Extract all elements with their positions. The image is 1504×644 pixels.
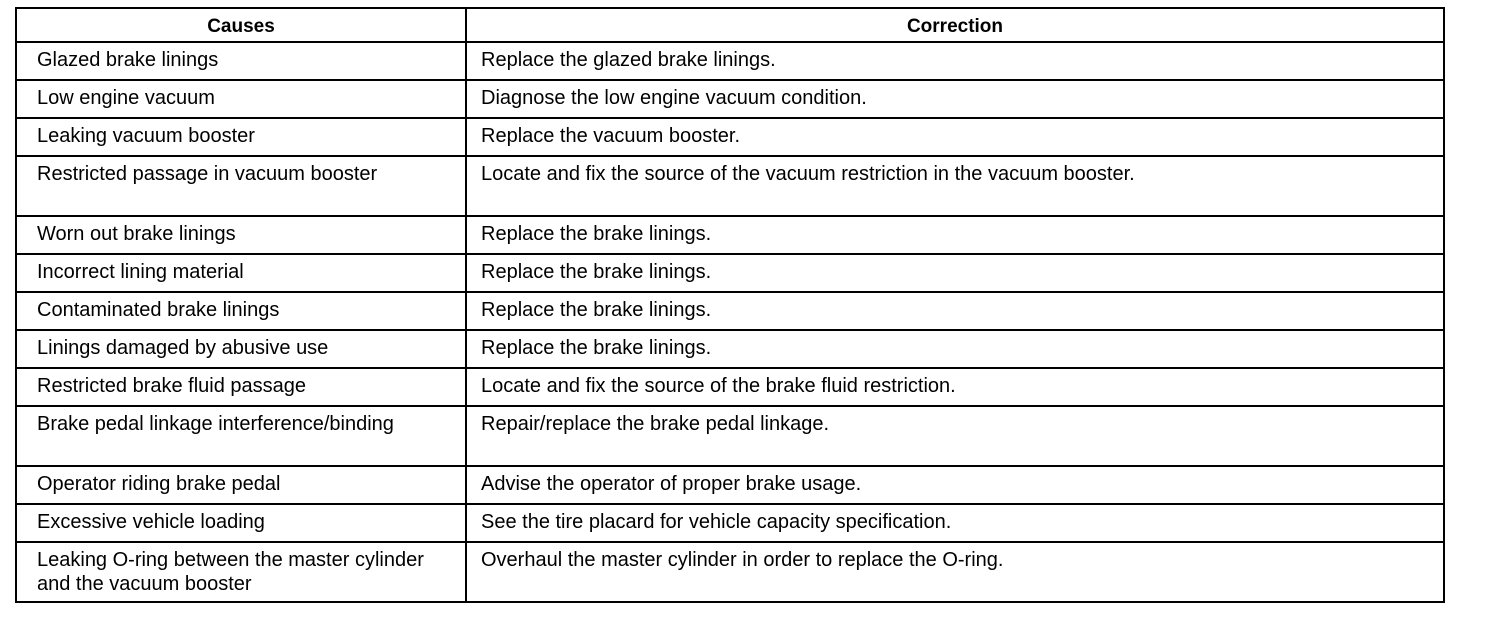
table-row bbox=[16, 42, 1444, 80]
header-causes: Causes bbox=[16, 8, 466, 42]
table-row bbox=[16, 330, 1444, 368]
cause-cell: Leaking vacuum booster bbox=[16, 118, 466, 156]
cause-cell: Linings damaged by abusive use bbox=[16, 330, 466, 368]
table-row bbox=[16, 80, 1444, 118]
correction-cell: Replace the brake linings. bbox=[466, 254, 1444, 292]
cause-cell: Contaminated brake linings bbox=[16, 292, 466, 330]
table-row bbox=[16, 406, 1444, 466]
cause-cell: Leaking O-ring between the master cylinder and the vacuum booster bbox=[16, 542, 466, 602]
causes-correction-table bbox=[15, 7, 1445, 603]
correction-cell: See the tire placard for vehicle capacity specification. bbox=[466, 504, 1444, 542]
correction-cell: Replace the brake linings. bbox=[466, 216, 1444, 254]
table-header-row bbox=[16, 8, 1444, 42]
correction-cell: Replace the brake linings. bbox=[466, 292, 1444, 330]
table-row bbox=[16, 542, 1444, 602]
table-row bbox=[16, 368, 1444, 406]
cause-cell: Operator riding brake pedal bbox=[16, 466, 466, 504]
table-row bbox=[16, 118, 1444, 156]
table-row bbox=[16, 292, 1444, 330]
cause-cell: Glazed brake linings bbox=[16, 42, 466, 80]
correction-cell: Repair/replace the brake pedal linkage. bbox=[466, 406, 1444, 466]
cause-cell: Excessive vehicle loading bbox=[16, 504, 466, 542]
correction-cell: Overhaul the master cylinder in order to replace the O-ring. bbox=[466, 542, 1444, 602]
table-row bbox=[16, 466, 1444, 504]
cause-cell: Worn out brake linings bbox=[16, 216, 466, 254]
cause-cell: Restricted brake fluid passage bbox=[16, 368, 466, 406]
cause-cell: Restricted passage in vacuum booster bbox=[16, 156, 466, 216]
header-correction: Correction bbox=[466, 8, 1444, 42]
cause-cell: Incorrect lining material bbox=[16, 254, 466, 292]
cause-cell: Brake pedal linkage interference/binding bbox=[16, 406, 466, 466]
correction-cell: Replace the brake linings. bbox=[466, 330, 1444, 368]
correction-cell: Replace the vacuum booster. bbox=[466, 118, 1444, 156]
correction-cell: Diagnose the low engine vacuum condition. bbox=[466, 80, 1444, 118]
correction-cell: Locate and fix the source of the brake fluid restriction. bbox=[466, 368, 1444, 406]
table-row bbox=[16, 504, 1444, 542]
table-row bbox=[16, 254, 1444, 292]
correction-cell: Replace the glazed brake linings. bbox=[466, 42, 1444, 80]
cause-cell: Low engine vacuum bbox=[16, 80, 466, 118]
correction-cell: Advise the operator of proper brake usage. bbox=[466, 466, 1444, 504]
table-row bbox=[16, 156, 1444, 216]
table-row bbox=[16, 216, 1444, 254]
correction-cell: Locate and fix the source of the vacuum restriction in the vacuum booster. bbox=[466, 156, 1444, 216]
